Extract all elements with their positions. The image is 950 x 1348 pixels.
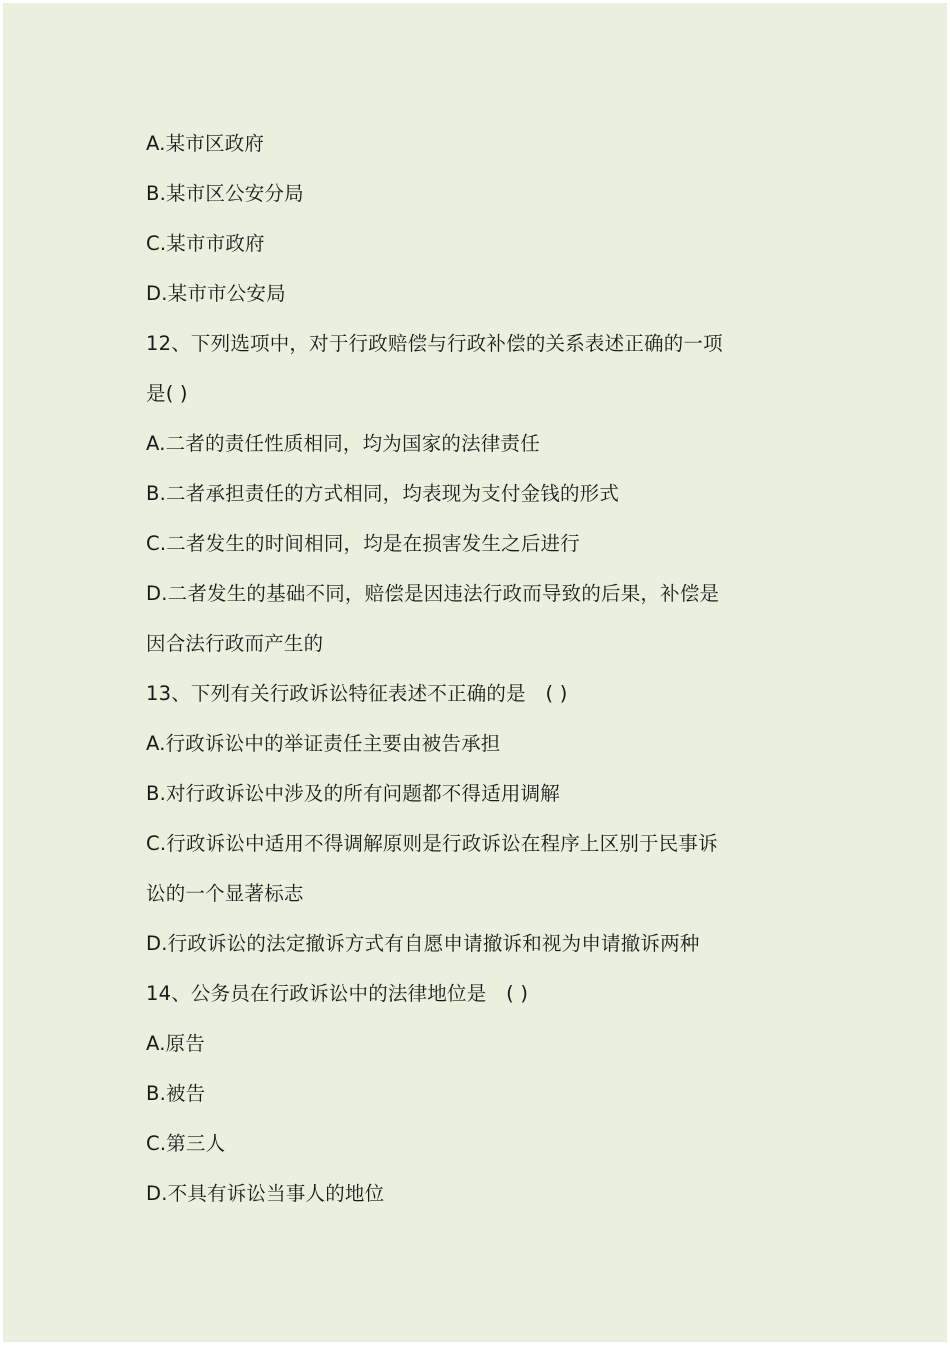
- option-a-q11: A.某市区政府: [146, 132, 265, 155]
- option-d-q13: D.行政诉讼的法定撤诉方式有自愿申请撤诉和视为申请撤诉两种: [146, 932, 700, 955]
- option-b-q12: B.二者承担责任的方式相同，均表现为支付金钱的形式: [146, 482, 620, 505]
- question-12-stem-cont: 是( ): [146, 382, 188, 405]
- option-c-q12: C.二者发生的时间相同，均是在损害发生之后进行: [146, 532, 580, 555]
- option-c-q14: C.第三人: [146, 1132, 226, 1155]
- option-d-q11: D.某市市公安局: [146, 282, 286, 305]
- question-text-block: [146, 127, 766, 1227]
- option-c-q11: C.某市市政府: [146, 232, 265, 255]
- option-d-q12: D.二者发生的基础不同，赔偿是因违法行政而导致的后果，补偿是: [146, 582, 720, 605]
- question-12-stem: 12、下列选项中，对于行政赔偿与行政补偿的关系表述正确的一项: [146, 332, 723, 355]
- option-c-q13: C.行政诉讼中适用不得调解原则是行政诉讼在程序上区别于民事诉: [146, 832, 718, 855]
- question-14-stem: 14、公务员在行政诉讼中的法律地位是 ( ): [146, 982, 529, 1005]
- option-a-q12: A.二者的责任性质相同，均为国家的法律责任: [146, 432, 540, 455]
- option-b-q14: B.被告: [146, 1082, 206, 1105]
- option-a-q13: A.行政诉讼中的举证责任主要由被告承担: [146, 732, 501, 755]
- question-13-stem: 13、下列有关行政诉讼特征表述不正确的是 ( ): [146, 682, 568, 705]
- document-page: [3, 3, 947, 1342]
- option-d-q12-cont: 因合法行政而产生的: [146, 632, 324, 655]
- option-b-q13: B.对行政诉讼中涉及的所有问题都不得适用调解: [146, 782, 560, 805]
- option-d-q14: D.不具有诉讼当事人的地位: [146, 1182, 385, 1205]
- option-c-q13-cont: 讼的一个显著标志: [146, 882, 304, 905]
- option-a-q14: A.原告: [146, 1032, 205, 1055]
- option-b-q11: B.某市区公安分局: [146, 182, 304, 205]
